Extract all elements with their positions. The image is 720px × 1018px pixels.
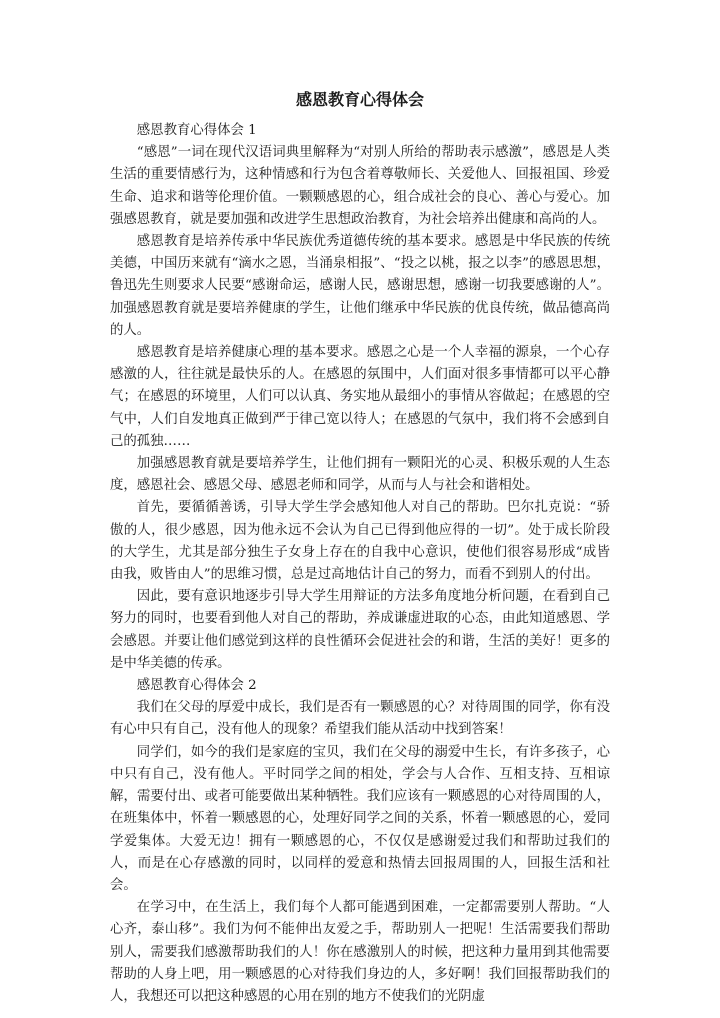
section-1-paragraph-4: 加强感恩教育就是要培养学生，让他们拥有一颗阳光的心灵、积极乐观的人生态度，感恩社会、感恩父母、感恩老师和同学，从而与人与社会和谐相处。: [110, 456, 610, 494]
section-2-paragraph-3: 在学习中，在生活上，我们每个人都可能遇到困难，一定都需要别人帮助。“人心齐，泰山移”。我们为何不能伸出友爱之手，帮助别人一把呢！生活需要我们帮助别人，需要我们感激帮助我们的人！你在感激别人的时候，把这种力量用到其他需要帮助的人身上吧，用一颗感恩的心对待我们身边的人，多好啊！我们回报帮助我们的人，我想还可以把这种感恩的心用在别的地方不使我们的光阴虚: [110, 900, 610, 1004]
section-2-paragraph-1: 我们在父母的厚爱中成长，我们是否有一颗感恩的心？对待周围的同学，你有没有心中只有自己，没有他人的现象？希望我们能从活动中找到答案！: [110, 700, 610, 738]
section-1-heading: 感恩教育心得体会 1: [136, 123, 257, 138]
section-1-paragraph-1: “感恩”一词在现代汉语词典里解释为“对别人所给的帮助表示感激”，感恩是人类生活的重要情感行为，这种情感和行为包含着尊敬师长、关爱他人、回报祖国、珍爱生命、追求和谐等伦理价值。一颗颗感恩的心，组合成社会的良心、善心与爱心。加强感恩教育，就是要加强和改进学生思想政治教育，为社会培养出健康和高尚的人。: [110, 145, 610, 227]
section-1-paragraph-5: 首先，要循循善诱，引导大学生学会感知他人对自己的帮助。巴尔扎克说：“骄傲的人，很少感恩，因为他永远不会认为自己已得到他应得的一切”。处于成长阶段的大学生，尤其是部分独生子女身上存在的自我中心意识，使他们很容易形成“成皆由我，败皆由人”的思维习惯，总是过高地估计自己的努力，而看不到别人的付出。: [110, 500, 610, 583]
section-1-paragraph-6: 因此，要有意识地逐步引导大学生用辩证的方法多角度地分析问题，在看到自己努力的同时，也要看到他人对自己的帮助，养成谦虚进取的心态，由此知道感恩、学会感恩。并要让他们感觉到这样的良性循环会促进社会的和谐，生活的美好！更多的是中华美德的传承。: [110, 589, 610, 671]
section-1-paragraph-2: 感恩教育是培养传承中华民族优秀道德传统的基本要求。感恩是中华民族的传统美德，中国历来就有“滴水之恩，当涌泉相报”、“投之以桃，报之以李”的感恩思想，鲁迅先生则要求人民要“感谢命运，感谢人民，感谢思想，感谢一切我要感谢的人”。加强感恩教育就是要培养健康的学生，让他们继承中华民族的优良传统，做品德高尚的人。: [110, 234, 610, 338]
document-title: 感恩教育心得体会: [295, 90, 424, 109]
section-2-heading: 感恩教育心得体会 2: [136, 678, 257, 694]
section-2-paragraph-2: 同学们，如今的我们是家庭的宝贝，我们在父母的溺爱中生长，有许多孩子，心中只有自己，没有他人。平时同学之间的相处，学会与人合作、互相支持、互相谅解，需要付出、或者可能要做出某种牺牲。我们应该有一颗感恩的心对待周围的人，在班集体中，怀着一颗感恩的心，处理好同学之间的关系，怀着一颗感恩的心，爱同学爱集体。大爱无边！拥有一颗感恩的心，不仅仅是感谢爱过我们和帮助过我们的人，而是在心存感激的同时，以同样的爱意和热情去回报周围的人，回报生活和社会。: [110, 744, 610, 893]
section-1-paragraph-3: 感恩教育是培养健康心理的基本要求。感恩之心是一个人幸福的源泉，一个心存感激的人，往往就是最快乐的人。在感恩的氛围中，人们面对很多事情都可以平心静气；在感恩的环境里，人们可以认真、务实地从最细小的事情从容做起；在感恩的空气中，人们自发地真正做到严于律己宽以待人；在感恩的气氛中，我们将不会感到自己的孤独……: [110, 345, 610, 449]
